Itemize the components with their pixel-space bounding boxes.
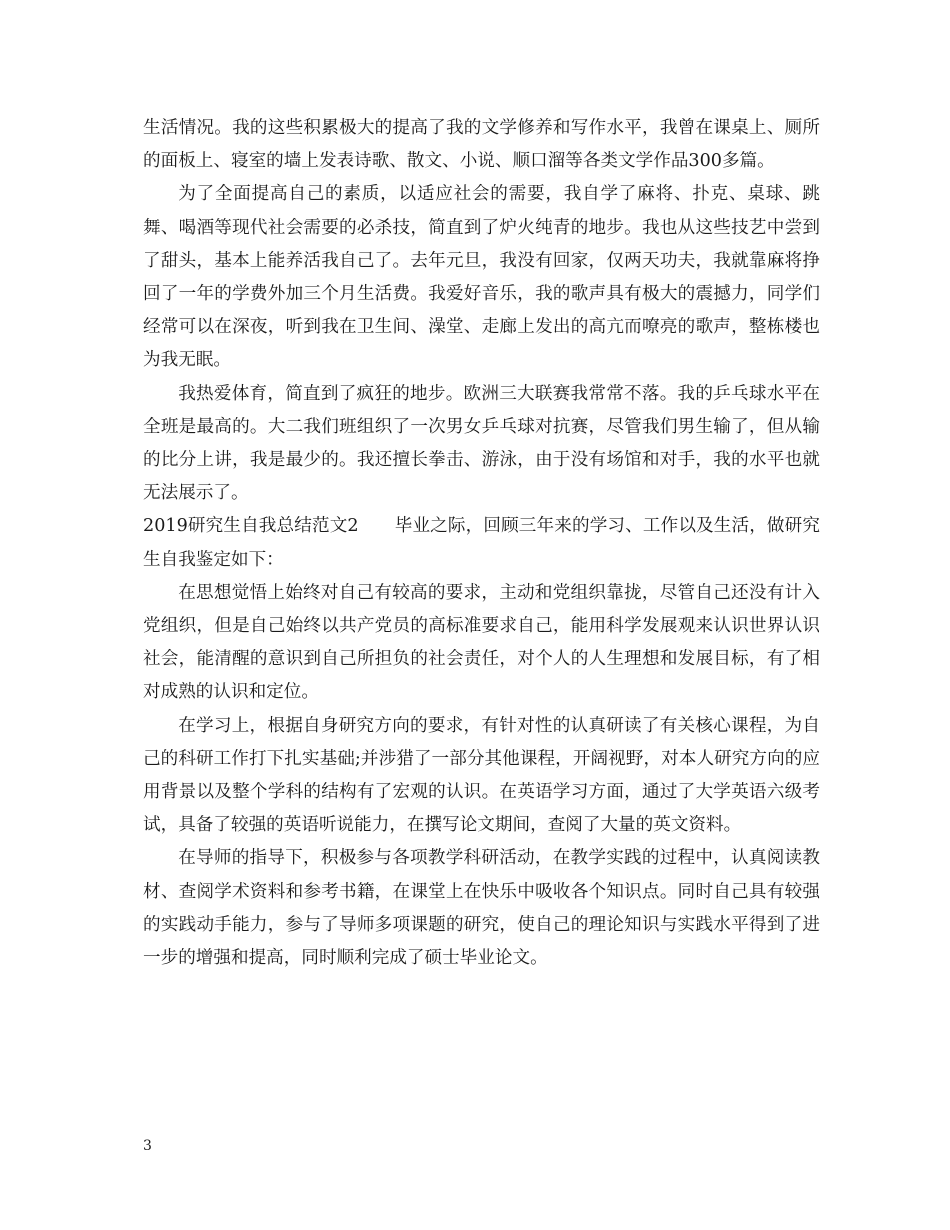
document-body [143,112,820,975]
section-heading-line [143,510,820,576]
paragraph-continuation: 生活情况。我的这些积累极大的提高了我的文学修养和写作水平，我曾在课桌上、厕所的面板上、寝室的墙上发表诗歌、散文、小说、顺口溜等各类文学作品300多篇。 [143,118,820,172]
paragraph-research: 在导师的指导下，积极参与各项教学科研活动，在教学实践的过程中，认真阅读教材、查阅学术资料和参考书籍，在课堂上在快乐中吸收各个知识点。同时自己具有较强的实践动手能力，参与了导师多项课题的研究，使自己的理论知识与实践水平得到了进一步的增强和提高，同时顺利完成了硕士毕业论文。 [143,848,820,969]
page-number: 3 [143,1138,152,1154]
paragraph-study: 在学习上，根据自身研究方向的要求，有针对性的认真研读了有关核心课程，为自己的科研工作打下扎实基础;并涉猎了一部分其他课程，开阔视野，对本人研究方向的应用背景以及整个学科的结构有了宏观的认识。在英语学习方面，通过了大学英语六级考试，具备了较强的英语听说能力，在撰写论文期间，查阅了大量的英文资料。 [143,715,820,836]
section-intro: 毕业之际，回顾三年来的学习、工作以及生活，做研究生自我鉴定如下： [143,516,820,570]
paragraph-ideology: 在思想觉悟上始终对自己有较高的要求，主动和党组织靠拢，尽管自己还没有计入党组织，但是自己始终以共产党员的高标准要求自己，能用科学发展观来认识世界认识社会，能清醒的意识到自己所担负的社会责任，对个人的人生理想和发展目标，有了相对成熟的认识和定位。 [143,582,820,703]
section-title: 2019研究生自我总结范文2 [143,516,359,537]
paragraph-self-improvement: 为了全面提高自己的素质，以适应社会的需要，我自学了麻将、扑克、桌球、跳舞、喝酒等现代社会需要的必杀技，简直到了炉火纯青的地步。我也从这些技艺中尝到了甜头，基本上能养活我自己了。去年元旦，我没有回家，仅两天功夫，我就靠麻将挣回了一年的学费外加三个月生活费。我爱好音乐，我的歌声具有极大的震撼力，同学们经常可以在深夜，听到我在卫生间、澡堂、走廊上发出的高亢而嘹亮的歌声，整栋楼也为我无眠。 [143,184,820,371]
paragraph-sports: 我热爱体育，简直到了疯狂的地步。欧洲三大联赛我常常不落。我的乒乓球水平在全班是最高的。大二我们班组织了一次男女乒乓球对抗赛，尽管我们男生输了，但从输的比分上讲，我是最少的。我还擅长拳击、游泳，由于没有场馆和对手，我的水平也就无法展示了。 [143,383,820,504]
